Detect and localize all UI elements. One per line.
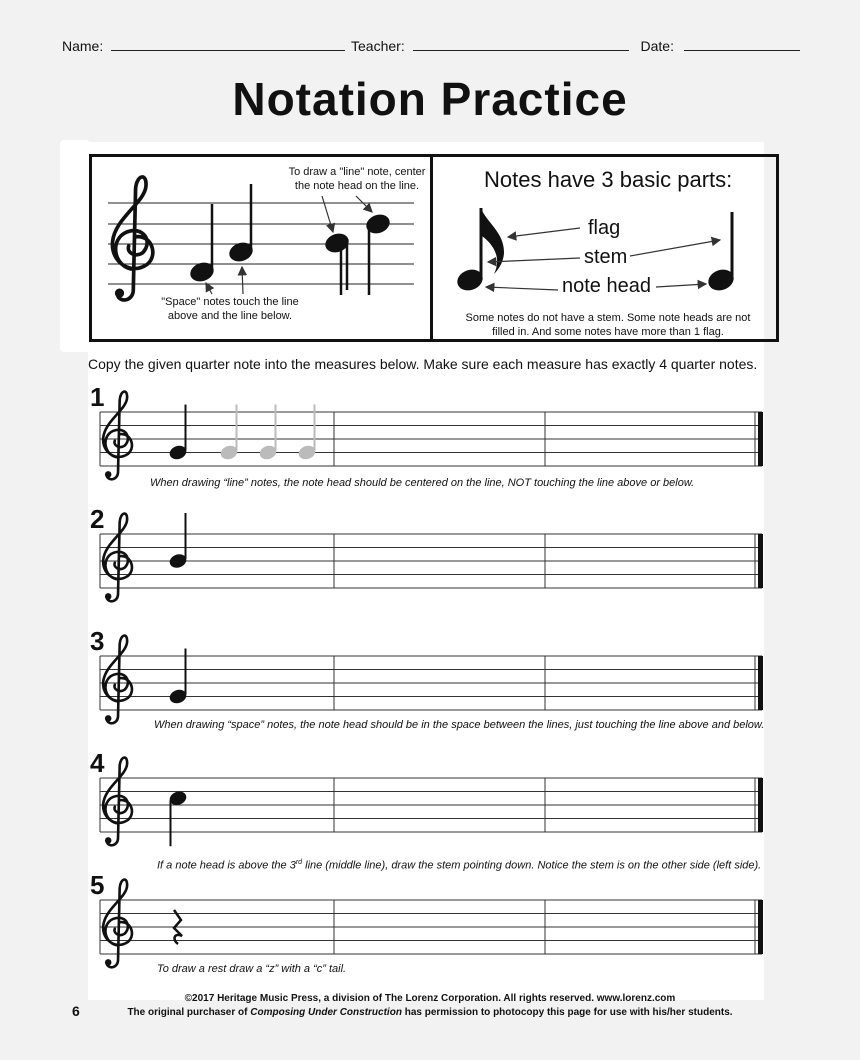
exercise-hint-3: When drawing “space” notes, the note head should be in the space between the lines, just touching the line above and below. <box>154 719 765 731</box>
space-note-tip-1: "Space" notes touch the line <box>161 296 299 308</box>
page-number: 6 <box>72 1003 80 1019</box>
part-flag-label: flag <box>588 217 621 239</box>
page-title: Notation Practice <box>232 73 628 125</box>
exercise-staff-4[interactable] <box>100 778 763 832</box>
example-note-icon <box>297 405 317 462</box>
line-note-tip-1: To draw a "line" note, center <box>288 166 426 178</box>
eighth-note-icon <box>454 208 504 294</box>
quarter-note-icon <box>168 513 188 570</box>
exercise-hint-4-b: line (middle line), draw the stem pointing down. Notice the stem is on the other side (left side). <box>302 859 762 872</box>
parts-title: Notes have 3 basic parts: <box>484 167 733 192</box>
part-stem-label: stem <box>584 246 628 268</box>
parts-note-1: Some notes do not have a stem. Some note heads are not <box>465 312 751 324</box>
final-barline <box>758 900 763 954</box>
final-barline <box>758 534 763 588</box>
exercise-staff-3[interactable] <box>100 656 763 710</box>
teacher-label: Teacher: <box>351 38 405 54</box>
exercise-number-5: 5 <box>90 870 105 900</box>
footer-permission-a: The original purchaser of <box>127 1007 251 1018</box>
instructions: Copy the given quarter note into the measures below. Make sure each measure has exactly 4 quarter notes. <box>88 356 758 372</box>
treble-clef-icon <box>112 177 152 300</box>
exercise-hint-4-a: If a note head is above the 3 <box>157 859 296 872</box>
footer-permission <box>0 1007 860 1018</box>
name-label: Name: <box>62 38 104 54</box>
exercise-number-3: 3 <box>90 626 105 656</box>
exercise-hint-5: To draw a rest draw a “z” with a “c” tail. <box>157 963 347 975</box>
exercise-hint-4-sup: rd <box>295 859 303 866</box>
exercise-number-4: 4 <box>90 748 105 778</box>
part-head-label: note head <box>562 275 651 297</box>
quarter-note-icon <box>168 789 188 846</box>
final-barline <box>758 412 763 466</box>
exercise-number-2: 2 <box>90 504 105 534</box>
exercise-staff-5[interactable] <box>100 900 763 954</box>
date-label: Date: <box>640 38 674 54</box>
line-note-tip-2: the note head on the line. <box>294 180 420 192</box>
example-note-icon <box>219 405 239 462</box>
space-note-tip-2: above and the line below. <box>167 310 293 322</box>
quarter-note-icon <box>705 212 736 294</box>
exercise-hint-1: When drawing “line” notes, the note head should be centered on the line, NOT touching the line above or below. <box>150 477 695 489</box>
parts-note-2: filled in. And some notes have more than 1 flag. <box>492 326 724 338</box>
quarter-note-icon <box>168 649 188 706</box>
quarter-note-icon <box>168 405 188 462</box>
quarter-note-icon <box>188 184 256 285</box>
exercise-staff-2[interactable] <box>100 534 763 588</box>
final-barline <box>758 656 763 710</box>
final-barline <box>758 778 763 832</box>
exercise-number-1: 1 <box>90 382 105 412</box>
footer-book-title: Composing Under Construction <box>250 1007 402 1018</box>
exercise-staff-1[interactable] <box>100 412 763 466</box>
example-note-icon <box>258 405 278 462</box>
footer-permission-b: has permission to photocopy this page for use with his/her students. <box>401 1007 733 1018</box>
footer-copyright: ©2017 Heritage Music Press, a division of The Lorenz Corporation. All rights reserved. www.lorenz.com <box>184 993 676 1004</box>
